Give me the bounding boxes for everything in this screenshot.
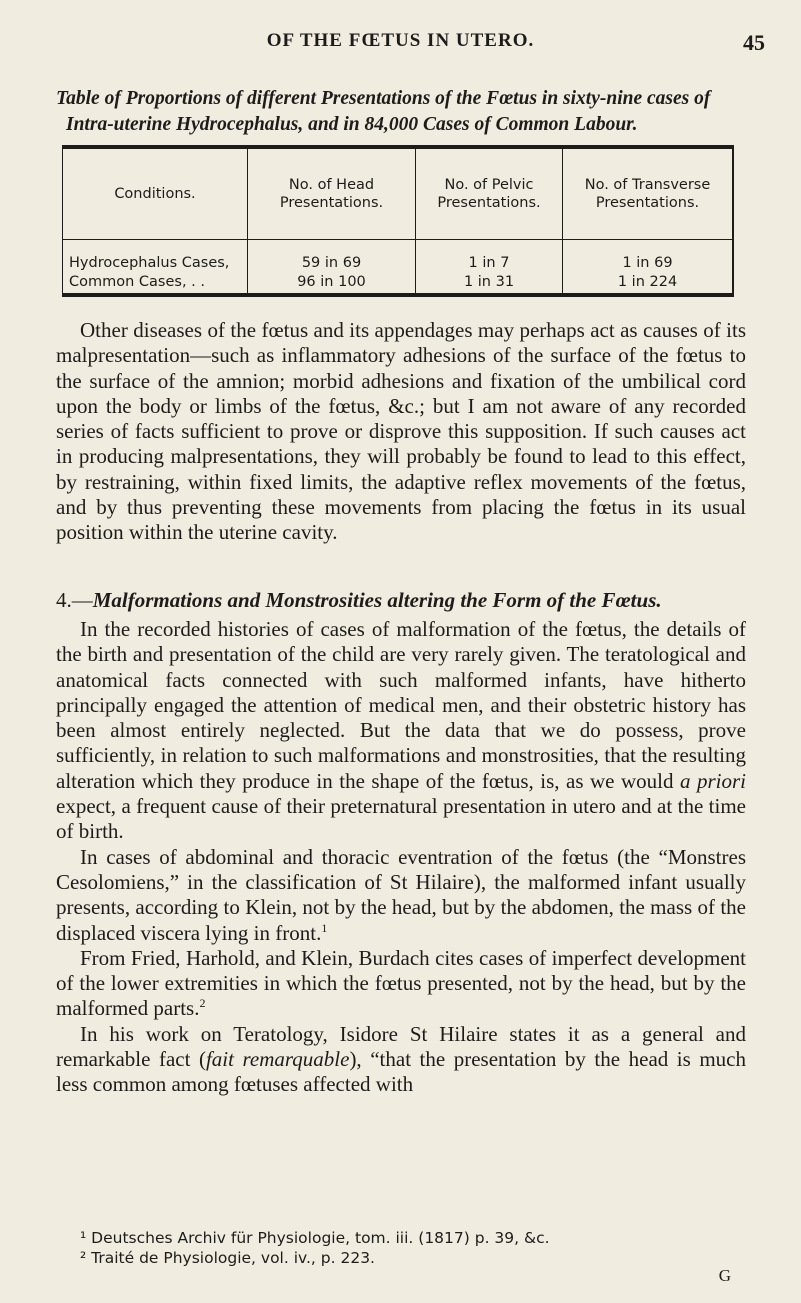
- cell-transverse: [563, 239, 734, 295]
- body-text-bottom: [56, 617, 746, 1098]
- pelvic-common: 1 in 31: [463, 273, 515, 290]
- section-number: 4.—: [56, 588, 93, 612]
- head-common: 96 in 100: [297, 273, 366, 290]
- signature-mark: G: [718, 1266, 731, 1285]
- table-caption: [56, 86, 776, 138]
- footnote-2: ² Traité de Physiologie, vol. iv., p. 223.: [80, 1249, 375, 1267]
- condition-hydrocephalus: Hydrocephalus Cases,: [69, 254, 230, 271]
- footnotes: [80, 1228, 760, 1268]
- presentation-proportions-table: [62, 145, 734, 297]
- running-head: OF THE FŒTUS IN UTERO.: [266, 30, 535, 51]
- head-hydrocephalus: 59 in 69: [301, 254, 362, 271]
- paragraph-eventration: In cases of abdominal and thoracic eventration of the fœtus (the “Monstres Cesolomiens,” in the classification of St Hilaire), the malformed infant usually presents, according to Klein, not by the head, but by the abdomen, the mass of the displaced viscera lying in front.$^1$: [56, 844, 746, 945]
- table-header-row: [63, 147, 734, 239]
- transverse-hydrocephalus: 1 in 69: [622, 254, 673, 271]
- footnote-1: ¹ Deutsches Archiv für Physiologie, tom. iii. (1817) p. 39, &c.: [80, 1229, 550, 1247]
- section-title: Malformations and Monstrosities altering the Form of the Fœtus.: [92, 588, 662, 612]
- paragraph-other-diseases: Other diseases of the fœtus and its appendages may perhaps act as causes of its malpresentation—such as inflammatory adhesions of the surface of the fœtus to the surface of the amnion; morbid adhesions and fixation of the umbilical cord upon the body or limbs of the fœtus, &c.; but I am not aware of any recorded series of facts sufficient to prove or disprove this supposition. If such causes act in producing malpresentations, they will probably be found to lead to this effect, by restraining, within fixed limits, the adaptive reflex movements of the fœtus, and by thus preventing these movements from placing the fœtus in its usual position within the uterine cavity.: [56, 318, 746, 545]
- pelvic-hydrocephalus: 1 in 7: [468, 254, 510, 271]
- footnote-ref-1: 1: [321, 920, 328, 935]
- cell-conditions: [63, 239, 248, 295]
- column-header-conditions: Conditions.: [63, 147, 248, 239]
- cell-head: [248, 239, 416, 295]
- caption-line-2: Intra-uterine Hydrocephalus, and in 84,000 Cases of Common Labour.: [66, 114, 638, 135]
- paragraph-teratology: In his work on Teratology, Isidore St Hilaire states it as a general and remarkable fact (fait remarquable), “that the presentation by the head is much less common among fœtuses affected with: [56, 1021, 746, 1097]
- section-heading: [56, 588, 756, 613]
- page-header: [0, 30, 801, 60]
- column-header-pelvic: No. of Pelvic Presentations.: [416, 147, 563, 239]
- body-text-top: [56, 318, 746, 546]
- page-number: 45: [743, 30, 765, 55]
- column-header-head: No. of Head Presentations.: [248, 147, 416, 239]
- paragraph-recorded-histories: In the recorded histories of cases of malformation of the fœtus, the details of the birth and presentation of the child are very rarely given. The teratological and anatomical facts connected with such malformed infants, have hitherto principally engaged the attention of medical men, and their obstetric history has been almost entirely neglected. But the data that we do possess, prove sufficiently, in relation to such malformations and monstrosities, that the resulting alteration which they produce in the shape of the fœtus, is, as we would a priori expect, a frequent cause of their preternatural presentation in utero and at the time of birth.: [56, 617, 746, 844]
- paragraph-fried-harhold: From Fried, Harhold, and Klein, Burdach cites cases of imperfect development of the lower extremities in which the fœtus presented, not by the head, but by the malformed parts.$^2$: [56, 945, 746, 1021]
- transverse-common: 1 in 224: [617, 273, 678, 290]
- table-row: [63, 239, 734, 295]
- condition-common: Common Cases, . .: [69, 273, 206, 290]
- cell-pelvic: [416, 239, 563, 295]
- caption-line-1: Table of Proportions of different Presentations of the Fœtus in sixty-nine cases of: [56, 88, 711, 109]
- footnote-ref-2: 2: [199, 996, 206, 1011]
- column-header-transverse: No. of Transverse Presentations.: [563, 147, 734, 239]
